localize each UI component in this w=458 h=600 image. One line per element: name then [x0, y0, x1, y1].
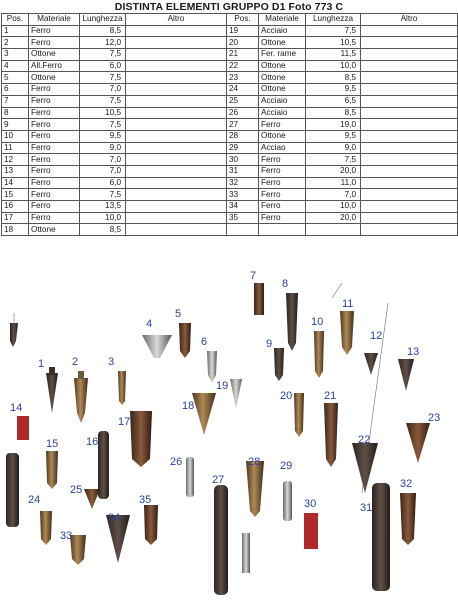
cell-altro — [361, 95, 458, 107]
table-row — [2, 37, 458, 49]
cell-materiale: Ferro — [259, 165, 306, 177]
cell-pos: 9 — [2, 119, 29, 131]
cell-pos: 19 — [227, 25, 259, 37]
cell-pos: 30 — [227, 154, 259, 166]
cell-pos: 1 — [2, 25, 29, 37]
photo-label: 9 — [266, 338, 273, 350]
cell-materiale: Ottone — [29, 49, 80, 61]
cell-pos: 12 — [2, 154, 29, 166]
photo-label: 3 — [108, 356, 115, 368]
cell-pos: 20 — [227, 37, 259, 49]
cell-lunghezza: 7,0 — [306, 189, 361, 201]
cell-materiale: Ferro — [259, 201, 306, 213]
cell-lunghezza: 8,5 — [306, 107, 361, 119]
cell-pos: 11 — [2, 142, 29, 154]
cell-altro — [126, 95, 227, 107]
cell-materiale: Ferro — [29, 212, 80, 224]
cell-materiale: Ottone — [259, 84, 306, 96]
cell-pos: 6 — [2, 84, 29, 96]
cell-materiale: Ferro — [29, 25, 80, 37]
photo-label: 34 — [108, 512, 121, 524]
photo-label: 30 — [304, 498, 317, 510]
cell-lunghezza: 7,5 — [80, 95, 126, 107]
table-row — [2, 95, 458, 107]
photo-label: 8 — [282, 278, 289, 290]
cell-altro — [361, 49, 458, 61]
photo-label: 29 — [280, 460, 293, 472]
photo-label: 33 — [60, 530, 73, 542]
cell-altro — [126, 49, 227, 61]
cell-materiale: Ferro — [259, 154, 306, 166]
header-altro: Altro — [361, 14, 458, 26]
cell-pos: 27 — [227, 119, 259, 131]
cell-altro — [361, 37, 458, 49]
photo-label: 26 — [170, 456, 183, 468]
cell-materiale: Ottone — [259, 130, 306, 142]
photo-label: 2 — [72, 356, 79, 368]
cell-altro — [361, 177, 458, 189]
cell-lunghezza: 20,0 — [306, 165, 361, 177]
cell-materiale: Ferro — [29, 142, 80, 154]
cell-materiale: Ferro — [259, 212, 306, 224]
elements-table — [1, 13, 458, 236]
cell-pos: 25 — [227, 95, 259, 107]
header-pos: Pos. — [227, 14, 259, 26]
cell-altro — [126, 119, 227, 131]
table-row — [2, 142, 458, 154]
cell-altro — [126, 25, 227, 37]
cell-materiale: Acciaio — [259, 25, 306, 37]
cell-altro — [361, 154, 458, 166]
cell-altro — [361, 201, 458, 213]
cell-altro — [361, 72, 458, 84]
document-title: DISTINTA ELEMENTI GRUPPO D1 Foto 773 C — [114, 1, 344, 13]
cell-materiale: Ferro — [29, 37, 80, 49]
cell-materiale: Ferro — [259, 177, 306, 189]
cell-materiale: Acciao — [259, 142, 306, 154]
cell-altro — [126, 60, 227, 72]
header-materiale: Materiale — [259, 14, 306, 26]
cell-altro — [126, 177, 227, 189]
cell-lunghezza: 19,0 — [306, 119, 361, 131]
cell-materiale — [259, 224, 306, 236]
cell-lunghezza: 9,5 — [306, 84, 361, 96]
photo-label: 24 — [28, 494, 41, 506]
cell-materiale: All.Ferro — [29, 60, 80, 72]
cell-lunghezza: 7,0 — [80, 165, 126, 177]
table-row — [2, 201, 458, 213]
table-row — [2, 72, 458, 84]
photo-label: 35 — [139, 494, 152, 506]
cell-materiale: Ferro — [29, 95, 80, 107]
photo-label: 11 — [342, 298, 354, 310]
cell-lunghezza: 7,5 — [80, 119, 126, 131]
table-row — [2, 49, 458, 61]
cell-lunghezza: 7,0 — [80, 154, 126, 166]
table-row — [2, 189, 458, 201]
photo-label: 7 — [250, 270, 257, 282]
cell-materiale: Ottone — [259, 60, 306, 72]
cell-pos: 24 — [227, 84, 259, 96]
cell-lunghezza: 7,0 — [80, 84, 126, 96]
cell-lunghezza: 7,5 — [80, 189, 126, 201]
photo-label: 19 — [216, 380, 229, 392]
cell-pos: 2 — [2, 37, 29, 49]
photo-label: 20 — [280, 390, 293, 402]
photo-label: 23 — [428, 412, 441, 424]
cell-altro — [361, 119, 458, 131]
cell-altro — [361, 142, 458, 154]
cell-altro — [126, 201, 227, 213]
cell-lunghezza: 9,0 — [306, 142, 361, 154]
photo-label: 18 — [182, 400, 195, 412]
cell-lunghezza: 12,0 — [80, 37, 126, 49]
table-row — [2, 119, 458, 131]
cell-altro — [361, 130, 458, 142]
cell-pos: 23 — [227, 72, 259, 84]
table-header-row — [2, 14, 458, 26]
cell-pos: 16 — [2, 201, 29, 213]
table-row — [2, 84, 458, 96]
cell-lunghezza: 8,5 — [306, 72, 361, 84]
cell-pos: 34 — [227, 201, 259, 213]
cell-materiale: Ferro — [29, 107, 80, 119]
cell-altro — [126, 154, 227, 166]
cell-pos: 32 — [227, 177, 259, 189]
cell-lunghezza: 8,5 — [80, 25, 126, 37]
cell-materiale: Acciaio — [259, 107, 306, 119]
cell-materiale: Ottone — [29, 72, 80, 84]
cell-pos: 31 — [227, 165, 259, 177]
cell-lunghezza: 7,5 — [306, 25, 361, 37]
cell-pos: 28 — [227, 130, 259, 142]
table-row — [2, 224, 458, 236]
cell-materiale: Ferro — [29, 165, 80, 177]
cell-lunghezza: 7,5 — [80, 49, 126, 61]
cell-altro — [361, 25, 458, 37]
cell-pos: 26 — [227, 107, 259, 119]
cell-materiale: Ferro — [29, 154, 80, 166]
table-row — [2, 25, 458, 37]
cell-lunghezza: 20,0 — [306, 212, 361, 224]
cell-pos: 4 — [2, 60, 29, 72]
cell-materiale: Ferro — [259, 189, 306, 201]
plumb-bobs-photo — [2, 263, 456, 599]
cell-pos: 22 — [227, 60, 259, 72]
cell-lunghezza — [306, 224, 361, 236]
header-pos: Pos. — [2, 14, 29, 26]
cell-lunghezza: 9,0 — [80, 142, 126, 154]
cell-altro — [126, 142, 227, 154]
cell-lunghezza: 13,5 — [80, 201, 126, 213]
header-lunghezza: Lunghezza — [80, 14, 126, 26]
cell-lunghezza: 10,0 — [306, 201, 361, 213]
photo-label: 22 — [358, 434, 371, 446]
cell-lunghezza: 11,5 — [306, 49, 361, 61]
cell-pos: 3 — [2, 49, 29, 61]
photo-label: 28 — [248, 456, 261, 468]
cell-lunghezza: 10,0 — [306, 60, 361, 72]
table-row — [2, 60, 458, 72]
cell-altro — [126, 165, 227, 177]
cell-altro — [361, 212, 458, 224]
photo-label: 6 — [201, 336, 208, 348]
cell-pos: 33 — [227, 189, 259, 201]
cell-materiale: Ferro — [29, 177, 80, 189]
cell-altro — [361, 107, 458, 119]
photo-label: 4 — [146, 318, 153, 330]
cell-pos: 29 — [227, 142, 259, 154]
cell-pos: 7 — [2, 95, 29, 107]
cell-materiale: Ottone — [259, 72, 306, 84]
photo-label: 17 — [118, 416, 131, 428]
table-row — [2, 107, 458, 119]
cell-lunghezza: 10,5 — [306, 37, 361, 49]
photo-drawing — [2, 263, 456, 599]
header-lunghezza: Lunghezza — [306, 14, 361, 26]
cell-altro — [361, 165, 458, 177]
photo-label: 13 — [407, 346, 420, 358]
cell-materiale: Ottone — [259, 37, 306, 49]
table-row — [2, 154, 458, 166]
cell-materiale: Ferro — [29, 119, 80, 131]
photo-label: 14 — [10, 402, 23, 414]
cell-pos: 15 — [2, 189, 29, 201]
elements-table-body — [2, 14, 458, 236]
cell-lunghezza: 10,0 — [80, 212, 126, 224]
table-row — [2, 212, 458, 224]
cell-pos: 17 — [2, 212, 29, 224]
cell-altro — [126, 72, 227, 84]
photo-label: 25 — [70, 484, 83, 496]
cell-pos: 8 — [2, 107, 29, 119]
cell-lunghezza: 11,0 — [306, 177, 361, 189]
photo-label: 32 — [400, 478, 413, 490]
cell-materiale: Ferro — [259, 119, 306, 131]
cell-altro — [361, 189, 458, 201]
cell-lunghezza: 9,5 — [80, 130, 126, 142]
cell-altro — [361, 84, 458, 96]
cell-altro — [126, 107, 227, 119]
cell-altro — [126, 130, 227, 142]
table-row — [2, 165, 458, 177]
cell-materiale: Fer. rame — [259, 49, 306, 61]
cell-pos: 10 — [2, 130, 29, 142]
cell-pos: 13 — [2, 165, 29, 177]
cell-altro — [126, 37, 227, 49]
cell-lunghezza: 7,5 — [306, 154, 361, 166]
photo-label: 31 — [360, 502, 373, 514]
cell-materiale: Ottone — [29, 224, 80, 236]
cell-altro — [361, 60, 458, 72]
cell-materiale: Ferro — [29, 189, 80, 201]
photo-label: 12 — [370, 330, 383, 342]
header-materiale: Materiale — [29, 14, 80, 26]
cell-altro — [126, 224, 227, 236]
cell-pos: 14 — [2, 177, 29, 189]
cell-materiale: Ferro — [29, 130, 80, 142]
cell-altro — [361, 224, 458, 236]
table-row — [2, 177, 458, 189]
photo-label: 10 — [311, 316, 324, 328]
cell-lunghezza: 6,5 — [306, 95, 361, 107]
cell-altro — [126, 212, 227, 224]
cell-pos: 21 — [227, 49, 259, 61]
photo-label: 27 — [212, 474, 225, 486]
cell-lunghezza: 7,5 — [80, 72, 126, 84]
cell-altro — [126, 189, 227, 201]
table-row — [2, 130, 458, 142]
cell-materiale: Ferro — [29, 84, 80, 96]
cell-lunghezza: 8,5 — [80, 224, 126, 236]
photo-label: 21 — [324, 390, 337, 402]
cell-altro — [126, 84, 227, 96]
cell-lunghezza: 6,0 — [80, 177, 126, 189]
header-altro: Altro — [126, 14, 227, 26]
photo-label: 5 — [175, 308, 182, 320]
cell-lunghezza: 6,0 — [80, 60, 126, 72]
photo-label: 15 — [46, 438, 59, 450]
cell-pos: 5 — [2, 72, 29, 84]
photo-label: 1 — [38, 358, 45, 370]
cell-pos: 35 — [227, 212, 259, 224]
photo-label: 16 — [86, 436, 99, 448]
cell-materiale: Acciaio — [259, 95, 306, 107]
cell-lunghezza: 9,5 — [306, 130, 361, 142]
cell-materiale: Ferro — [29, 201, 80, 213]
cell-lunghezza: 10,5 — [80, 107, 126, 119]
cell-pos: 18 — [2, 224, 29, 236]
cell-pos — [227, 224, 259, 236]
